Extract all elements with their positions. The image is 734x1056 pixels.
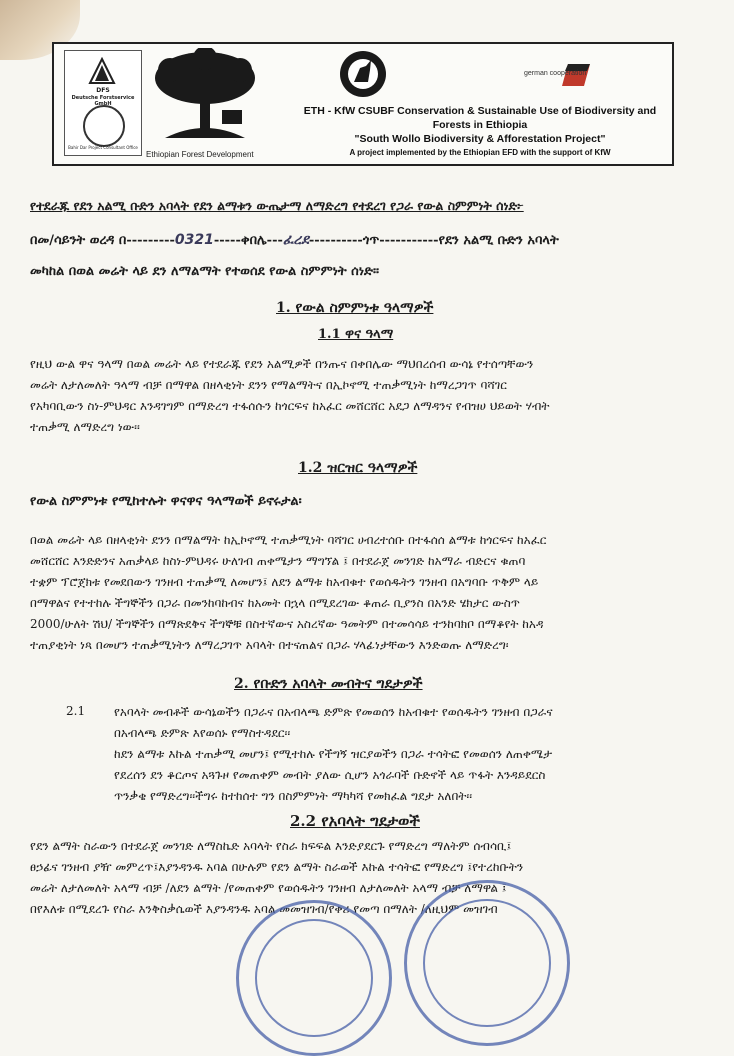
gc-text: german cooperation [524,70,587,77]
german-cooperation-logo [524,60,592,100]
sub-heading: የውል ስምምነቱ የሚከተሉት ዋናዋና ዓላማወች ይኖሩታል፡ [30,494,302,509]
p4-line: የደን ልማት ስራውን በተደራጀ መንገድ ለማስኬድ አባላት የስራ ክፍፍል እንድያደርጉ የማድረግ ማለትም ሰብሳቢ፤ [30,839,512,853]
p2-line: መሸርሸር እንድድንና አጠቃላይ ከስነ-ምህዳሩ ሁለገብ ጠቀሜታን ማግኘል ፤ በተደራጀ መንገድ ከአማራ ብድርና ቁጠባ [30,554,526,568]
header-line-4: A project implemented by the Ethiopian EFD with the support of KfW [349,148,611,157]
p2-line: ተጠያቂነት ነጻ በመሆን ተጠቃሚነትን ለማረጋገጥ አባላት በተናጠልና በጋራ ሃላፊነታቸውን እንድወጡ ለማድረግ፡ [30,638,509,652]
intro-got: ጎጥ [362,233,380,248]
paragraph-detail-objectives [30,530,720,656]
handwritten-kebele: 0321 [174,232,214,248]
project-title [280,104,680,160]
section-2-heading: 2. የቡድን አባላት መብትና ግደታዎች [234,676,423,692]
project-header [52,42,674,166]
intro-group: የደን አልሚ ቡድን አባላት [438,233,559,248]
section-2-2-heading: 2.2 የአባላት ግደታወች [290,812,420,830]
ibex-emblem-icon [338,48,388,100]
handwritten-got: ፈረደ [282,232,309,248]
p4-line: መሬት ለታለመለት አላማ ብቻ /ለደን ልማት /የመጠቀም የወሰዱትን ገንዘብ ለታለመለት አላማ ብቻ ለማዋል ፤ [30,881,507,895]
tree-icon [150,48,260,148]
intro-line-2: መካከል በወል መሬት ላይ ደን ለማልማት የተወሰደ የውል ስምምነት ሰነድ፡፡ [30,264,380,279]
dfs-logo [64,50,142,156]
dfs-seal-icon [83,105,125,147]
p4-line: በየእለቱ በሚደረጉ የስራ እንቅስቃሴወች እያንዳንዱ አባል መመዝገብ/የቀሪ የመጣ በማለት /ለዚህም መዝገብ [30,902,498,916]
dfs-name: DFS [96,87,110,94]
p3-line: ጥንቃቄ የማድረግ፡፡ችግሩ ከተከሰተ ግን በስምምነት ማካካሻ የመክፈል ግደታ አለበት፡፡ [114,789,473,803]
p2-line: በወል መሬት ላይ በዘላቂነት ደንን በማልማት ከኢኮኖሚ ተጠቃሚነት ባሻገር ሀብረተሰቡ በተፋሰሰ ልማቱ ከጎርፍና ከአፈር [30,533,547,547]
intro-kebele: ቀበሌ [240,233,267,248]
p1-line: መሬት ለታለመለት ዓላማ ብቻ በማዋል በዘላቂነት ደንን የማልማትና በኢኮኖሚ ተጠቃሚነት ከማረጋገጥ ባሻገር [30,378,507,392]
paragraph-member-rights [114,702,724,807]
dfs-emblem-icon [88,57,116,85]
csubf-logo [338,48,388,100]
section-1-1-heading: 1.1 ዋና ዓላማ [318,327,394,342]
p4-line: ፀኃፊና ገንዘብ ያዥ መምረጥ፤እያንዳንዱ አባል በሁሉም የደን ልማት ስራወች እኩል ተሳትፎ የማድረግ ፤የተረከቡትን [30,860,524,874]
section-1-heading: 1. የውል ስምምነቱ ዓላማዎች [276,300,434,316]
dfs-office: Bahir Dar Project Consultant Office [68,145,138,150]
intro-woreda: በመ/ሳይንት ወረዳ በ [30,233,127,248]
section-1-2-heading: 1.2 ዝርዝር ዓላማዎች [298,460,418,476]
p3-line: የአባላት መብቶች ውሳኔወችን በጋራና በአብላጫ ድምጽ የመወሰን ከአብቁተ የወሰዱትን ገንዘብ በጋራና [114,705,553,719]
dfs-subtitle: Deutsche Forstservice GmbH [71,95,135,107]
intro-line-1: በመ/ሳይንት ወረዳ በ---------0321-----ቀበሌ---ፈረደ----------ጎጥ-----------የደን አልሚ ቡድን አባላት [30,232,559,248]
p2-line: 2000/ሁለት ሽህ/ ችግኞችን በማጽደቅና ችግኞቹ በስተኛውና አስረኛው ዓመትም በተመሳሳይ ተንከባክቦ በማቆየት ከአዳ [30,617,544,631]
header-line-2: Forests in Ethiopia [432,119,528,131]
p2-line: በማዋልና የተተከሉ ችግኞችን በጋራ በመንከባከብና ከአመት በኋላ በሚደረገው ቆጠራ ቢያንስ በአንድ ሄክታር ውስጥ [30,596,520,610]
official-stamp-left [236,900,392,1056]
paragraph-member-duties [30,836,720,920]
p1-line: የአካባቢውን ስነ-ምህዳር እንዳገግም በማድረግ ተፋሰሱን ከጎርፍና ከአፈር መሸርሸር አደጋ ለማዳንና የብዝሀ ህይወት ሃብት [30,399,550,413]
p3-line: ከደን ልማቱ እኩል ተጠቃሚ መሆን፤ የሚተከሉ የችግኝ ዝርያወችን በጋራ ተሳትፎ የመወሰን ለጠቀሜታ [114,747,553,761]
p1-line: ተጠቃሚ ለማድረግ ነው፡፡ [30,420,140,434]
p3-line: በአብላጫ ድምጽ እየወሰኑ የማስተዳደር፡፡ [114,726,291,740]
document-title: የተደራጁ የደን አልሚ ቡድን አባላት የደን ልማቱን ውጤታማ ለማድረግ የተደረገ የጋራ የውል ስምምነት ሰነድ፦ [30,198,524,213]
official-stamp-right [404,880,570,1046]
header-line-3: "South Wollo Biodiversity & Afforestation Project" [354,133,606,145]
header-line-1: ETH - KfW CSUBF Conservation & Sustainable Use of Biodiversity and [303,105,657,117]
paragraph-main-objective [30,354,720,438]
p1-line: የዚህ ውል ዋና ዓላማ በወል መሬት ላይ የተደራጁ የደን አልሚዎች በንጡና በቀበሌው ማህበረሰብ ውሳኔ የተሰጣቸውን [30,357,534,371]
section-2-1-number: 2.1 [66,704,86,718]
p3-line: የደረሰን ደን ቆርጦና አጓጉዞ የመጠቀም መብት ያለው ሲሆን አጎራባች ቡድኖች ላይ ጥፋት እንዳይደርስ [114,768,546,782]
efd-tree-logo [146,48,260,159]
efd-caption: Ethiopian Forest Development [146,150,254,159]
p2-line: ተቋም ፕሮጀክቱ የመደበውን ገንዘብ ተጠቃሚ ለመሆን፤ ለደን ልማቱ ከአብቁተ የወሰዱትን ገንዘብ በአግባቡ ጥቅም ላይ [30,575,539,589]
